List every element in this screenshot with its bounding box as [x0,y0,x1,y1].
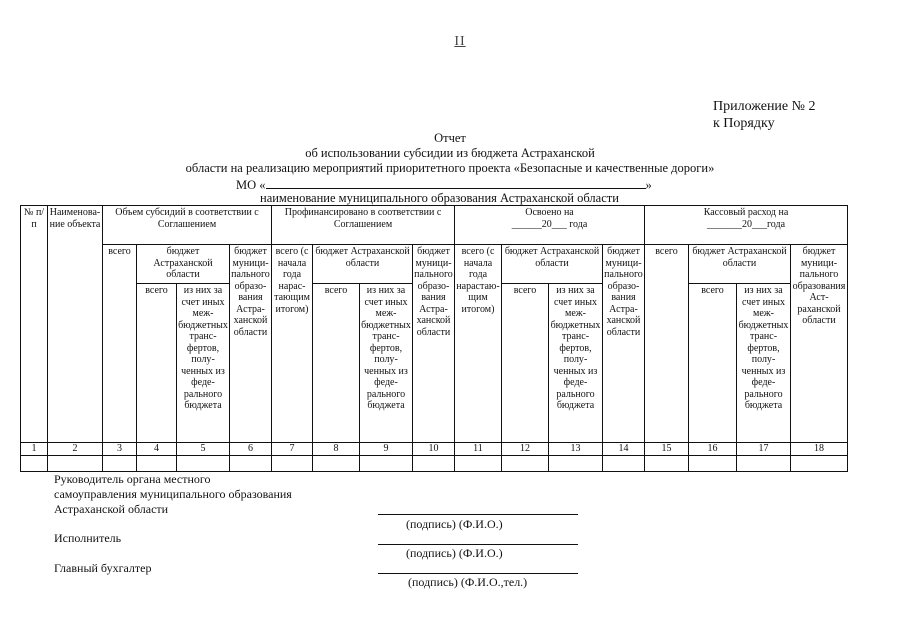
header-total-cumulative: всего (с начала года нарастающим итогом) [272,245,313,443]
header-total-cumulative: всего (с начала года нарастающим итогом) [455,245,502,443]
table-cell [137,456,177,472]
report-subtitle-1: об использовании субсидии из бюджета Астраханской [305,146,595,160]
signature-executor-label: Исполнитель [54,531,122,545]
table-cell [272,456,313,472]
column-number: 2 [48,443,103,456]
column-number: 11 [455,443,502,456]
header-total: всего [645,245,689,443]
table-cell [502,456,549,472]
table-cell [48,456,103,472]
header-cash-expense [645,206,848,245]
page-number: II [454,34,466,49]
column-number: 3 [103,443,137,456]
table-cell [549,456,603,472]
column-number-row [21,443,848,456]
report-subtitle-2: области на реализацию мероприятий приоритетного проекта «Безопасные и качественные дороги» [185,161,715,175]
signature-executor-caption: (подпись) (Ф.И.О.) [406,546,503,560]
header-developed-line-2: ______20___ года [511,218,588,230]
header-object-name: Наименование объекта [48,206,103,443]
report-table [20,205,848,472]
signature-head-line-2: самоуправления муниципального образования [54,487,292,501]
column-number: 9 [360,443,413,456]
signature-head-blank [378,514,578,515]
column-number: 18 [791,443,848,456]
table-data-row [21,456,848,472]
column-number: 7 [272,443,313,456]
table-cell [791,456,848,472]
header-federal-part: из них за счет иных межбюджетных трансфертов, полученных из федерального бюджета [177,284,230,443]
appendix-line-2: к Порядку [713,116,775,131]
column-number: 12 [502,443,549,456]
table-cell [230,456,272,472]
mo-prefix: МО « [236,178,266,192]
signature-head-line-1: Руководитель органа местного [54,472,211,486]
signature-head-line-3: Астраханской области [54,502,169,516]
column-number: 1 [21,443,48,456]
header-municipal-budget: бюджет муниципального образования Астраханской области [603,245,645,443]
header-subsidy-volume: Объем субсидий в соответствии с Соглашением [103,206,272,245]
appendix-label [713,98,816,132]
signature-accountant-blank [378,573,578,574]
table-cell [455,456,502,472]
column-number: 8 [313,443,360,456]
table-cell [689,456,737,472]
header-regional-budget: бюджет Астраханской области [137,245,230,284]
header-cash-expense-line-2: _______20___года [706,218,786,230]
table-cell [413,456,455,472]
mo-suffix: » [645,178,652,192]
header-regional-budget: бюджет Астраханской области [502,245,603,284]
appendix-line-1: Приложение № 2 [713,99,816,114]
signature-executor-blank [378,544,578,545]
header-developed-line-1: Освоено на [525,207,574,218]
column-number: 5 [177,443,230,456]
header-row-1 [21,206,848,245]
table-cell [313,456,360,472]
header-developed [455,206,645,245]
header-cash-expense-line-1: Кассовый расход на [703,207,789,218]
municipality-caption: наименование муниципального образования Астраханской области [260,191,619,205]
header-subtotal: всего [689,284,737,443]
header-federal-part: из них за счет иных межбюджетных трансфертов, полученных из федерального бюджета [549,284,603,443]
header-row-2 [21,245,848,284]
header-regional-budget: бюджет Астраханской области [689,245,791,284]
column-number: 16 [689,443,737,456]
header-municipal-budget: бюджет муниципального образования Астраханской области [230,245,272,443]
table-cell [21,456,48,472]
table-cell [737,456,791,472]
column-number: 17 [737,443,791,456]
mo-blank-line [266,176,646,189]
header-subtotal: всего [313,284,360,443]
signature-accountant-caption: (подпись) (Ф.И.О.,тел.) [408,575,528,589]
header-total: всего [103,245,137,443]
column-number: 6 [230,443,272,456]
column-number: 10 [413,443,455,456]
header-federal-part: из них за счет иных межбюджетных трансфертов, полученных из федерального бюджета [360,284,413,443]
header-municipal-budget: бюджет муниципального образования Астраханской области [413,245,455,443]
header-regional-budget: бюджет Астраханской области [313,245,413,284]
table-cell [360,456,413,472]
header-federal-part: из них за счет иных межбюджетных трансфертов, полученных из федерального бюджета [737,284,791,443]
column-number: 14 [603,443,645,456]
header-financed: Профинансировано в соответствии с Соглашением [272,206,455,245]
signature-accountant-label: Главный бухгалтер [54,561,152,575]
header-subtotal: всего [137,284,177,443]
header-npp: № п/п [21,206,48,443]
table-cell [603,456,645,472]
column-number: 15 [645,443,689,456]
header-subtotal: всего [502,284,549,443]
table-cell [103,456,137,472]
column-number: 13 [549,443,603,456]
header-municipal-budget-last: бюджет муниципального образования Астраханской области [791,245,848,443]
signature-head-caption: (подпись) (Ф.И.О.) [406,517,503,531]
report-title: Отчет [434,131,466,145]
table-cell [645,456,689,472]
table-cell [177,456,230,472]
column-number: 4 [137,443,177,456]
signature-head-label [54,472,292,517]
